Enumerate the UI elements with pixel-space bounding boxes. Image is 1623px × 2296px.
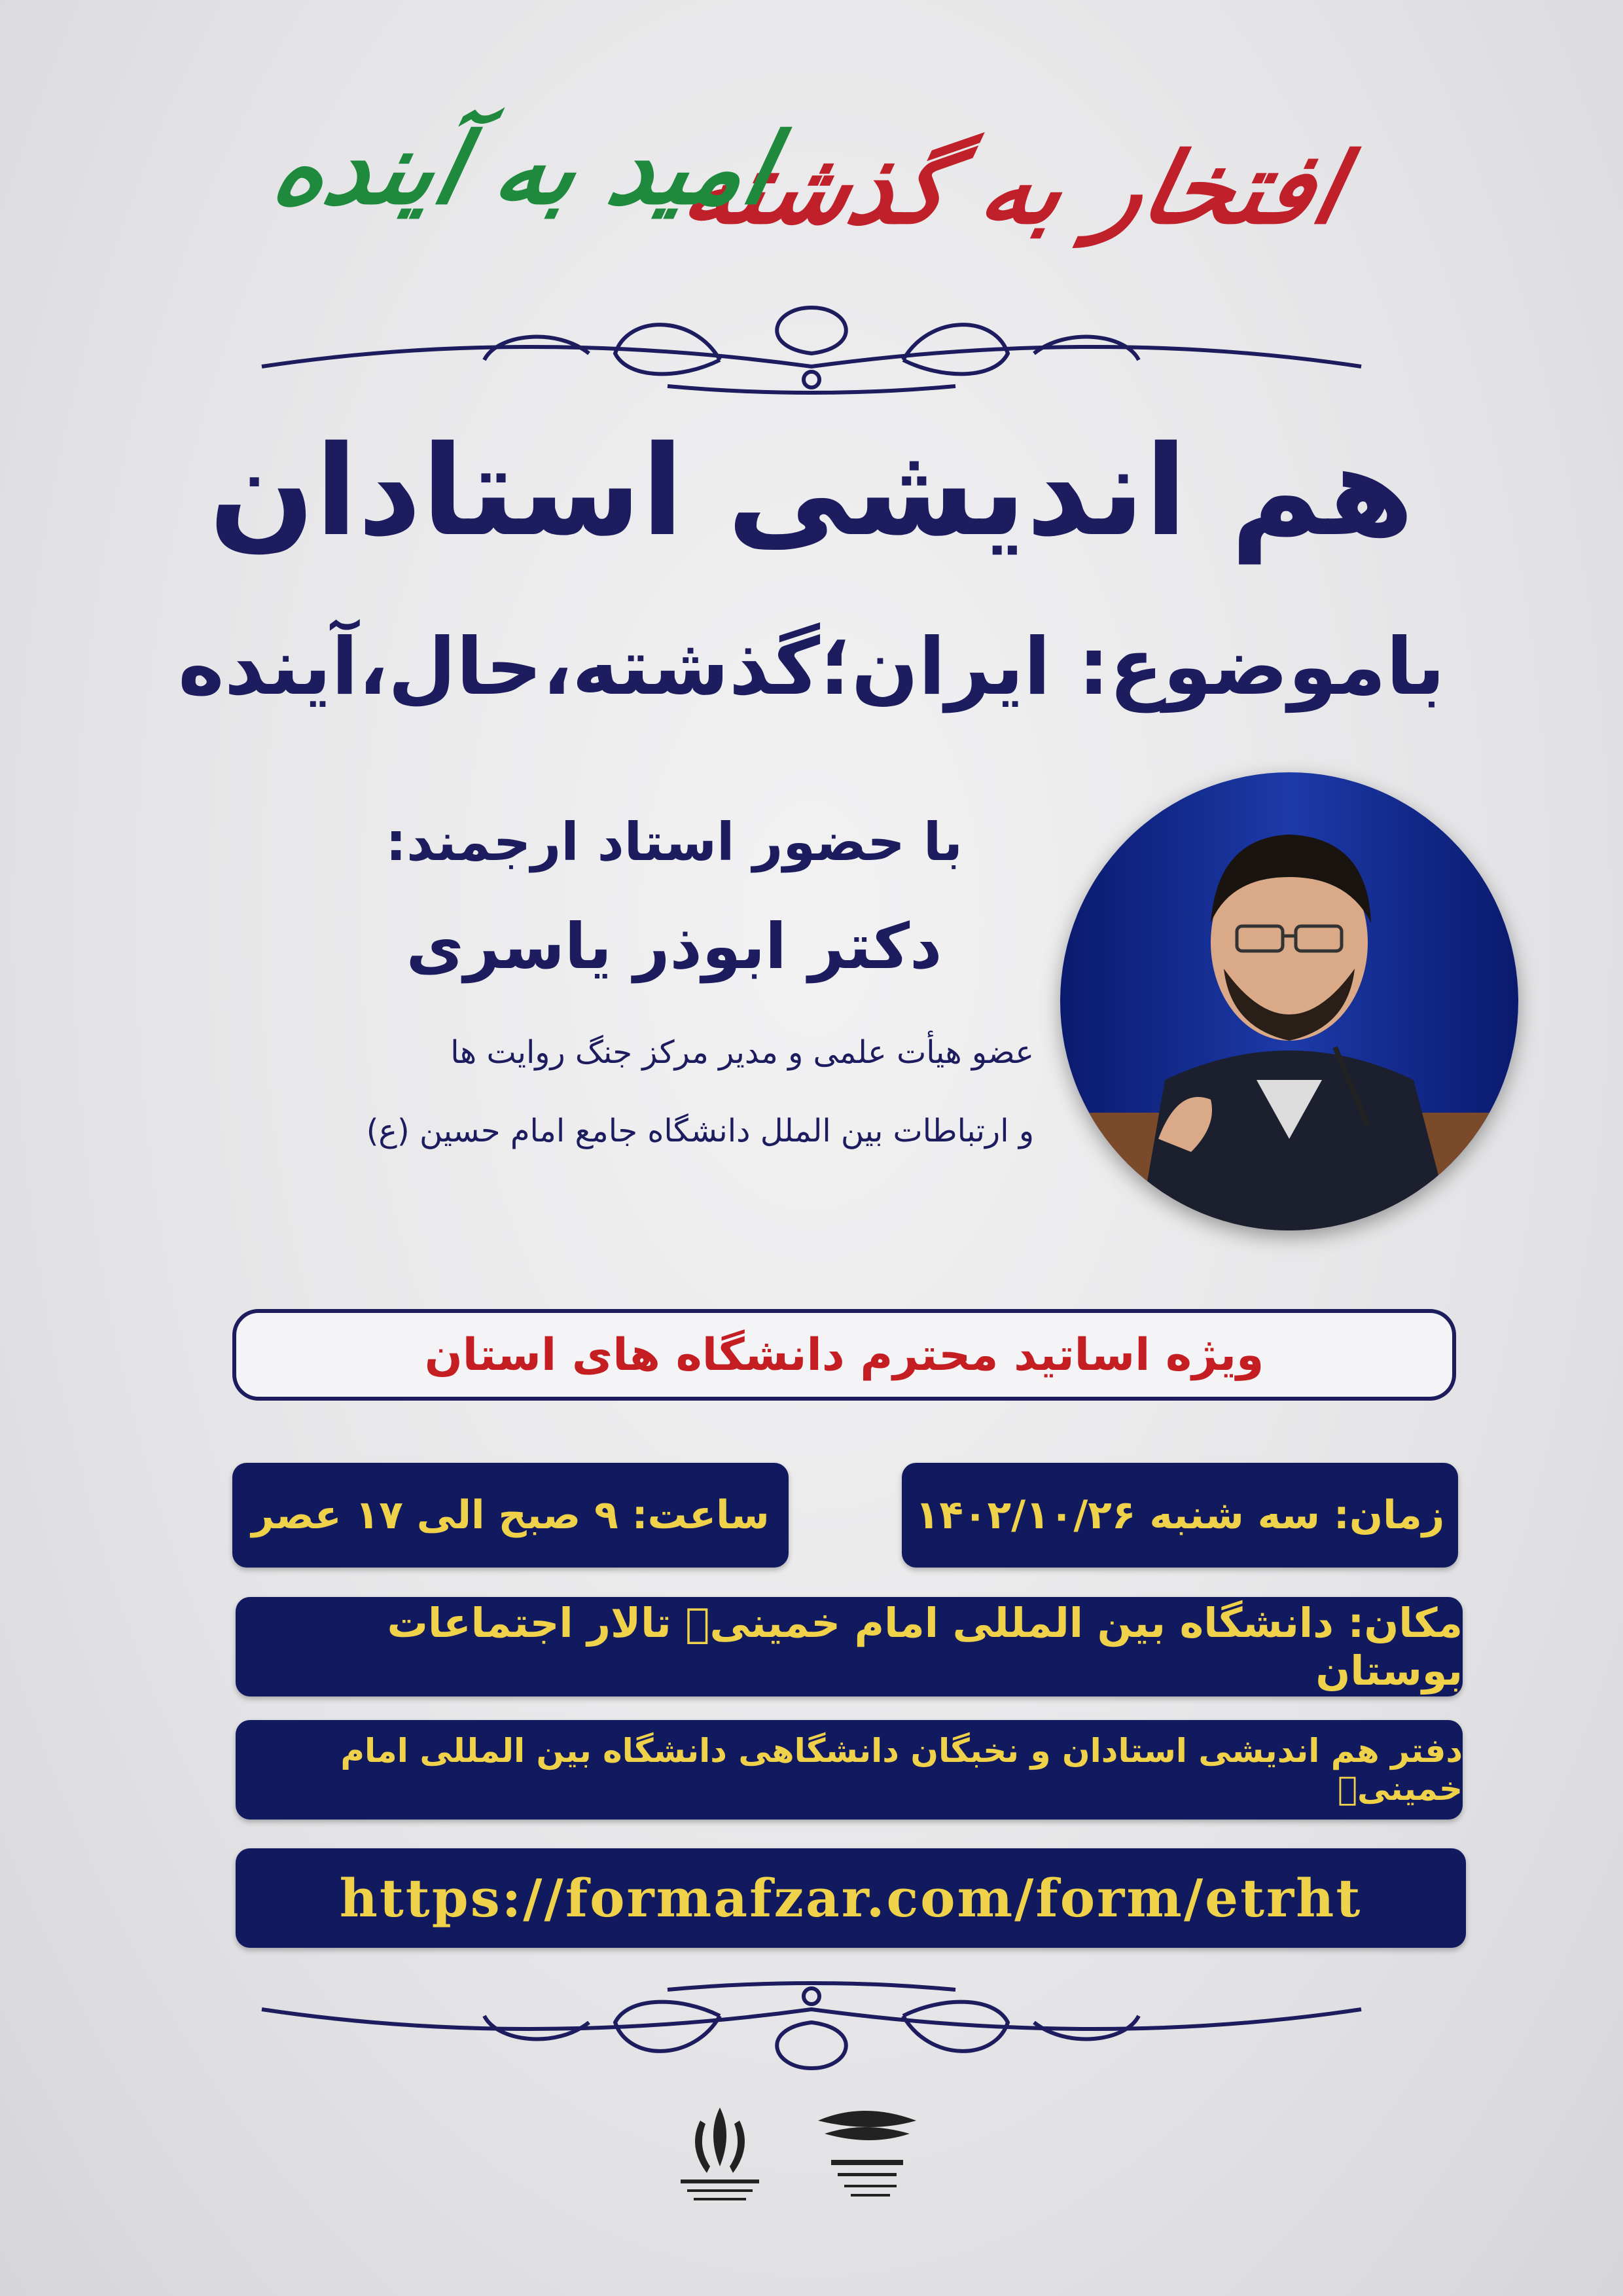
speaker-photo xyxy=(1060,772,1518,1230)
speaker-portrait-image xyxy=(1060,772,1518,1230)
speaker-role-line2: و ارتباطات بین الملل دانشگاه جامع امام حسین (ع) xyxy=(366,1113,1034,1149)
iran-emblem-icon xyxy=(681,2108,759,2200)
organizer-pill: دفتر هم اندیشی استادان و نخبگان دانشگاهی دانشگاه بین المللی امام خمینیؒ xyxy=(236,1720,1463,1820)
location-pill: مکان: دانشگاه بین المللی امام خمینیؒ تالار اجتماعات بوستان xyxy=(236,1597,1463,1696)
slogan-pride-past: افتخار به گذشته xyxy=(673,131,1354,246)
audience-banner xyxy=(232,1309,1456,1401)
date-pill: زمان: سه شنبه ۱۴۰۲/۱۰/۲۶ xyxy=(902,1463,1458,1568)
presence-label: با حضور استاد ارجمند: xyxy=(385,812,963,872)
speaker-role-line1: عضو هیأت علمی و مدیر مرکز جنگ روایت ها xyxy=(450,1034,1034,1071)
event-subtitle: باموضوع: ایران؛گذشته،حال،آینده xyxy=(178,622,1445,713)
audience-text: ویژه اساتید محترم دانشگاه های استان xyxy=(424,1329,1264,1381)
event-title: هم اندیشی استادان xyxy=(209,419,1414,564)
bottom-ornament xyxy=(131,1970,1492,2088)
speaker-name: دکتر ابوذر یاسری xyxy=(406,910,942,983)
top-ornament xyxy=(131,288,1492,406)
basij-professors-logo-icon xyxy=(818,2111,916,2197)
registration-link[interactable]: https://formafzar.com/form/etrht xyxy=(236,1848,1466,1948)
organizer-logos xyxy=(654,2094,969,2212)
slogan-hope-future: امید به آینده xyxy=(263,111,785,226)
time-pill: ساعت: ۹ صبح الی ۱۷ عصر xyxy=(232,1463,789,1568)
